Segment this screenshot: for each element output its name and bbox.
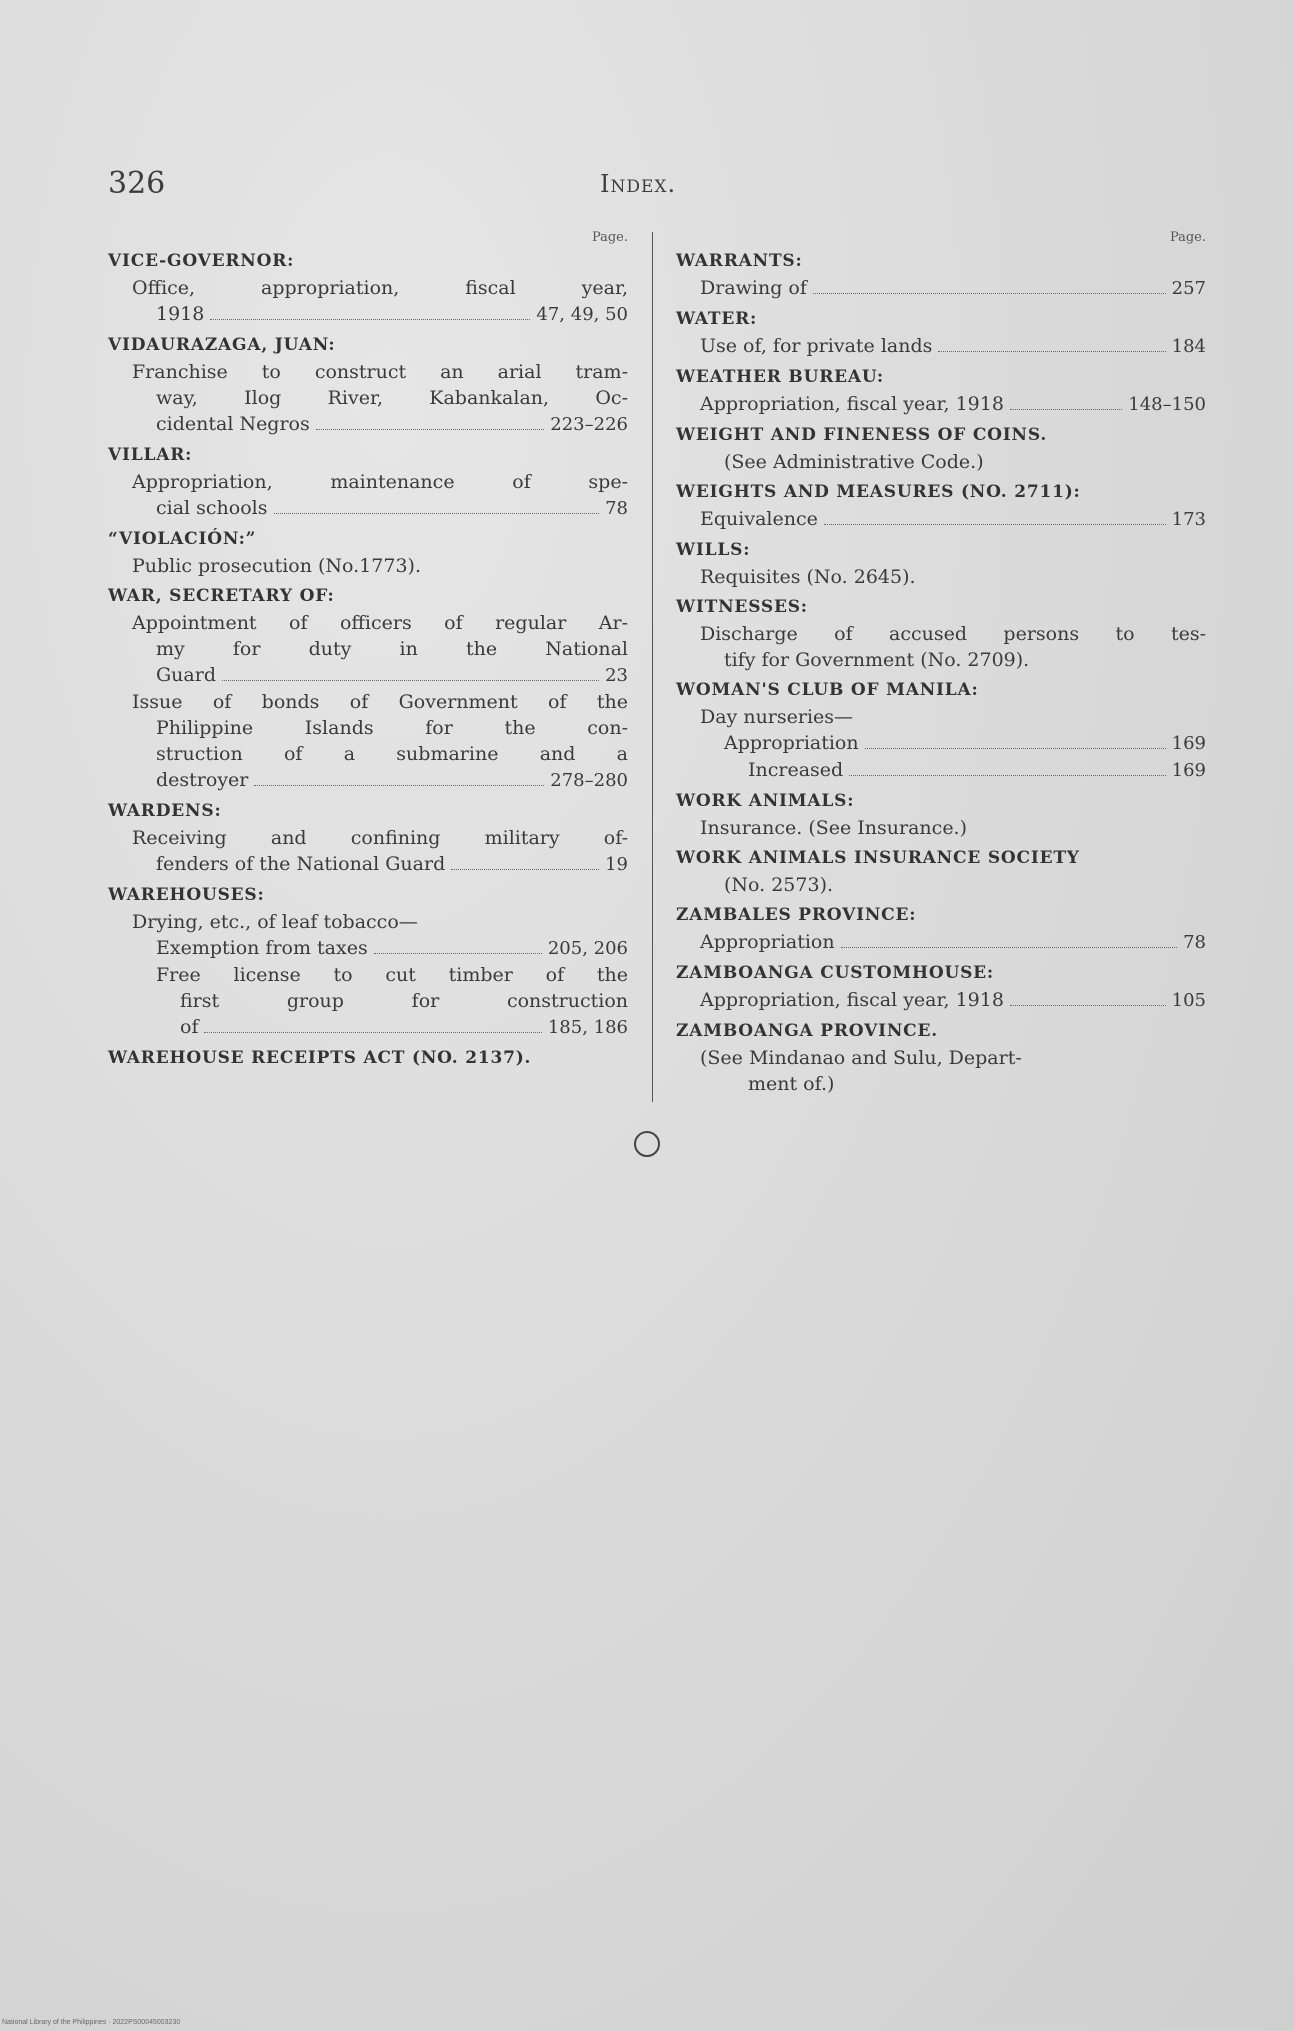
page-reference: 23: [605, 665, 628, 686]
entry-line: [676, 647, 1206, 673]
entry-heading: WILLS:: [676, 540, 751, 560]
index-entry: [108, 882, 628, 1041]
page-reference: 205, 206: [547, 938, 628, 959]
leader-dots: [824, 524, 1166, 525]
entry-line: [108, 636, 628, 662]
entry-text: Insurance. (See Insurance.): [700, 817, 968, 839]
index-column-left: [108, 230, 628, 1076]
leader-dots: [1010, 1005, 1166, 1006]
entry-line: [108, 851, 628, 878]
page-reference: 169: [1171, 760, 1206, 781]
entry-line: [108, 610, 628, 636]
index-entry: [676, 677, 1206, 784]
index-entry: [676, 960, 1206, 1014]
leader-dots: [451, 869, 599, 870]
entry-heading: WARDENS:: [108, 801, 222, 821]
page-reference: 257: [1171, 278, 1206, 299]
entry-text: Appointment of officers of regular Ar-: [132, 612, 628, 634]
entry-text: Issue of bonds of Government of the: [132, 691, 628, 713]
leader-dots: [938, 351, 1165, 352]
end-mark: [634, 1131, 660, 1157]
entry-heading: VIDAURAZAGA, JUAN:: [108, 335, 336, 355]
entry-heading: “VIOLACIÓN:”: [108, 529, 257, 549]
entry-line: [676, 333, 1206, 360]
entry-line: [676, 564, 1206, 590]
entry-line: [676, 704, 1206, 730]
entry-line: [676, 757, 1206, 784]
entry-line: [676, 872, 1206, 898]
entry-line: [108, 715, 628, 741]
entry-line: [108, 962, 628, 988]
index-entry: [108, 583, 628, 794]
entry-line: [108, 385, 628, 411]
page-column-label: Page.: [591, 230, 628, 245]
entry-heading: WORK ANIMALS:: [676, 791, 855, 811]
entry-line: [108, 825, 628, 851]
entry-text: Public prosecution (No.1773).: [132, 555, 421, 577]
entry-heading: ZAMBALES PROVINCE:: [676, 905, 917, 925]
index-entry: [676, 537, 1206, 590]
leader-dots: [316, 429, 545, 430]
index-entry: [676, 422, 1206, 475]
index-entry: [676, 1018, 1206, 1097]
entry-line: [676, 449, 1206, 475]
entry-heading: WAR, SECRETARY OF:: [108, 586, 335, 606]
entry-text: Day nurseries—: [700, 706, 854, 728]
entry-line: [108, 553, 628, 579]
entry-text: Equivalence: [700, 508, 818, 530]
entry-text: cidental Negros: [156, 413, 310, 435]
index-entry: [676, 306, 1206, 360]
index-entry: [108, 332, 628, 438]
entry-heading: WOMAN'S CLUB OF MANILA:: [676, 680, 979, 700]
leader-dots: [222, 680, 599, 681]
entry-heading: VILLAR:: [108, 445, 193, 465]
index-entry: [676, 479, 1206, 533]
entry-heading: WAREHOUSE RECEIPTS ACT (NO. 2137).: [108, 1048, 532, 1068]
entry-line: [108, 767, 628, 794]
index-entry: [108, 798, 628, 878]
entry-line: [676, 815, 1206, 841]
entry-line: [676, 621, 1206, 647]
entry-text: Increased: [748, 759, 844, 781]
page-reference: 105: [1171, 990, 1206, 1011]
entry-text: Office, appropriation, fiscal year,: [132, 277, 628, 299]
index-entry: [676, 902, 1206, 956]
entry-line: [108, 359, 628, 385]
index-entry: [676, 248, 1206, 302]
page-reference: 185, 186: [547, 1017, 628, 1038]
entry-line: [676, 391, 1206, 418]
index-entry: [108, 1045, 628, 1072]
leader-dots: [254, 785, 544, 786]
entry-text: (See Mindanao and Sulu, Depart-: [700, 1047, 1022, 1069]
entry-heading: VICE-GOVERNOR:: [108, 251, 295, 271]
entry-text: cial schools: [156, 497, 268, 519]
entry-text: my for duty in the National: [156, 638, 628, 660]
entry-line: [676, 929, 1206, 956]
entry-line: [676, 1071, 1206, 1097]
entry-heading: ZAMBOANGA PROVINCE.: [676, 1021, 938, 1041]
entry-heading: WAREHOUSES:: [108, 885, 265, 905]
entry-text: struction of a submarine and a: [156, 743, 628, 765]
entry-line: [108, 935, 628, 962]
entry-text: Appropriation, fiscal year, 1918: [700, 989, 1004, 1011]
page-reference: 47, 49, 50: [536, 304, 628, 325]
entry-text: destroyer: [156, 769, 249, 791]
entry-line: [676, 987, 1206, 1014]
entry-text: Philippine Islands for the con-: [156, 717, 628, 739]
entry-text: Free license to cut timber of the: [156, 964, 628, 986]
leader-dots: [813, 293, 1166, 294]
page-reference: 223–226: [550, 414, 628, 435]
leader-dots: [204, 1032, 541, 1033]
leader-dots: [849, 775, 1165, 776]
entry-text: Receiving and confining military of-: [132, 827, 628, 849]
entry-heading: WATER:: [676, 309, 758, 329]
page-reference: 184: [1171, 336, 1206, 357]
page-reference: 19: [605, 854, 628, 875]
index-entry: [676, 845, 1206, 898]
entry-heading: WARRANTS:: [676, 251, 803, 271]
entry-heading: WORK ANIMALS INSURANCE SOCIETY: [676, 848, 1080, 868]
entry-line: [676, 275, 1206, 302]
index-entry: [108, 248, 628, 328]
entry-text: fenders of the National Guard: [156, 853, 446, 875]
entry-text: Appropriation, maintenance of spe-: [132, 471, 628, 493]
entry-line: [108, 495, 628, 522]
leader-dots: [374, 953, 542, 954]
leader-dots: [274, 513, 600, 514]
index-entry: [676, 364, 1206, 418]
entry-text: Appropriation: [724, 732, 859, 754]
entry-line: [108, 662, 628, 689]
entry-text: 1918: [156, 303, 205, 325]
leader-dots: [1010, 409, 1122, 410]
entry-text: Appropriation: [700, 931, 835, 953]
entry-text: Franchise to construct an arial tram-: [132, 361, 628, 383]
index-entry: [676, 788, 1206, 841]
entry-line: [676, 730, 1206, 757]
entry-text: Use of, for private lands: [700, 335, 933, 357]
entry-line: [108, 1014, 628, 1041]
page-reference: 173: [1171, 509, 1206, 530]
entry-heading: WEIGHTS AND MEASURES (NO. 2711):: [676, 482, 1081, 502]
page-reference: 78: [1183, 932, 1206, 953]
page-reference: 148–150: [1128, 394, 1206, 415]
scan-credit: National Library of the Philippines · 2022PS00045003230: [2, 2019, 181, 2026]
entry-heading: WEATHER BUREAU:: [676, 367, 884, 387]
entry-text: Discharge of accused persons to tes-: [700, 623, 1206, 645]
entry-line: [676, 1045, 1206, 1071]
entry-line: [108, 689, 628, 715]
index-entry: [676, 594, 1206, 673]
entry-text: of: [180, 1016, 199, 1038]
entry-line: [108, 988, 628, 1014]
entry-line: [676, 506, 1206, 533]
entry-text: Requisites (No. 2645).: [700, 566, 916, 588]
entry-heading: ZAMBOANGA CUSTOMHOUSE:: [676, 963, 994, 983]
page-number: 326: [108, 166, 166, 201]
entry-text: Guard: [156, 664, 216, 686]
index-entry: [108, 526, 628, 579]
page-column-label: Page.: [1169, 230, 1206, 245]
running-head: Index.: [600, 170, 677, 198]
entry-line: [108, 741, 628, 767]
entry-text: way, Ilog River, Kabankalan, Oc-: [156, 387, 628, 409]
entry-text: (No. 2573).: [724, 874, 834, 896]
entry-heading: WEIGHT AND FINENESS OF COINS.: [676, 425, 1048, 445]
entry-line: [108, 301, 628, 328]
index-entry: [108, 442, 628, 522]
entry-text: (See Administrative Code.): [724, 451, 984, 473]
entry-text: Drawing of: [700, 277, 807, 299]
leader-dots: [865, 748, 1166, 749]
page-reference: 78: [605, 498, 628, 519]
entry-heading: WITNESSES:: [676, 597, 808, 617]
leader-dots: [210, 319, 530, 320]
entry-line: [108, 469, 628, 495]
entry-text: tify for Government (No. 2709).: [724, 649, 1030, 671]
index-column-right: [676, 230, 1206, 1101]
entry-line: [108, 275, 628, 301]
entry-line: [108, 909, 628, 935]
entry-line: [108, 411, 628, 438]
entry-text: first group for construction: [180, 990, 628, 1012]
entry-text: Exemption from taxes: [156, 937, 368, 959]
entry-text: ment of.): [748, 1073, 835, 1095]
column-rule: [652, 232, 653, 1102]
page-reference: 169: [1171, 733, 1206, 754]
leader-dots: [841, 947, 1177, 948]
page-reference: 278–280: [550, 770, 628, 791]
entry-text: Appropriation, fiscal year, 1918: [700, 393, 1004, 415]
entry-text: Drying, etc., of leaf tobacco—: [132, 911, 418, 933]
